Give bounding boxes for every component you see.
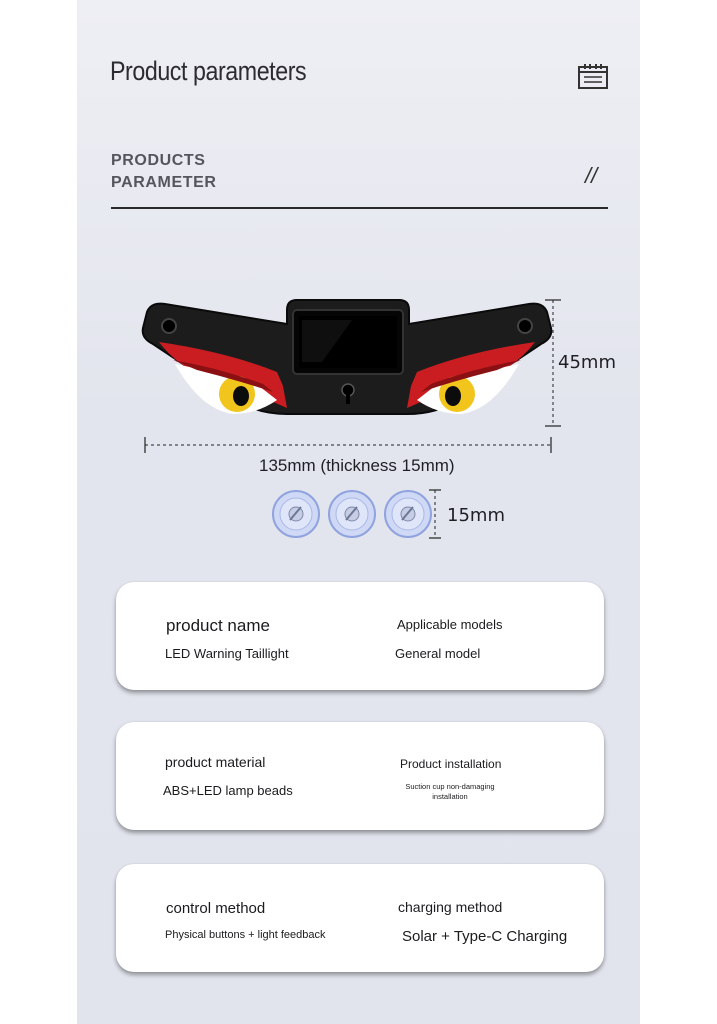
section-subtitle [111, 150, 217, 194]
spec-card-control [116, 864, 604, 972]
spec-card-material [116, 722, 604, 830]
content-panel [77, 0, 640, 1024]
slash-mark: // [585, 163, 598, 188]
height-label: 45mm [558, 352, 616, 373]
calendar-icon [577, 62, 609, 90]
spec-value-line-2: installation [432, 792, 468, 801]
spec-title: Applicable models [397, 617, 503, 632]
spec-title: product name [166, 616, 270, 635]
spec-value: LED Warning Taillight [165, 646, 289, 661]
suction-cup [273, 491, 319, 537]
spec-value: Solar + Type-C Charging [402, 928, 568, 945]
spec-value: Physical buttons + light feedback [165, 929, 326, 941]
suction-cup [329, 491, 375, 537]
spec-value: General model [395, 646, 481, 661]
spec-value-line-1: Suction cup non-damaging [405, 782, 495, 791]
spec-title: product material [165, 754, 266, 770]
divider-line [111, 207, 608, 209]
spec-title: charging method [398, 899, 503, 915]
subtitle-line-2: PARAMETER [111, 174, 217, 191]
spec-title: Product installation [400, 757, 502, 771]
spec-value [396, 782, 504, 802]
product-illustration [137, 290, 577, 550]
spec-value: ABS+LED lamp beads [163, 783, 293, 798]
width-label: 135mm (thickness 15mm) [259, 456, 455, 475]
suction-cup-label: 15mm [447, 505, 505, 526]
spec-card-product-name [116, 582, 604, 690]
mount-hole-right [518, 319, 532, 333]
page-title: Product parameters [110, 56, 307, 86]
subtitle-line-1: PRODUCTS [111, 152, 206, 169]
mount-hole-left [162, 319, 176, 333]
spec-title: control method [166, 900, 266, 917]
suction-cup [385, 491, 431, 537]
